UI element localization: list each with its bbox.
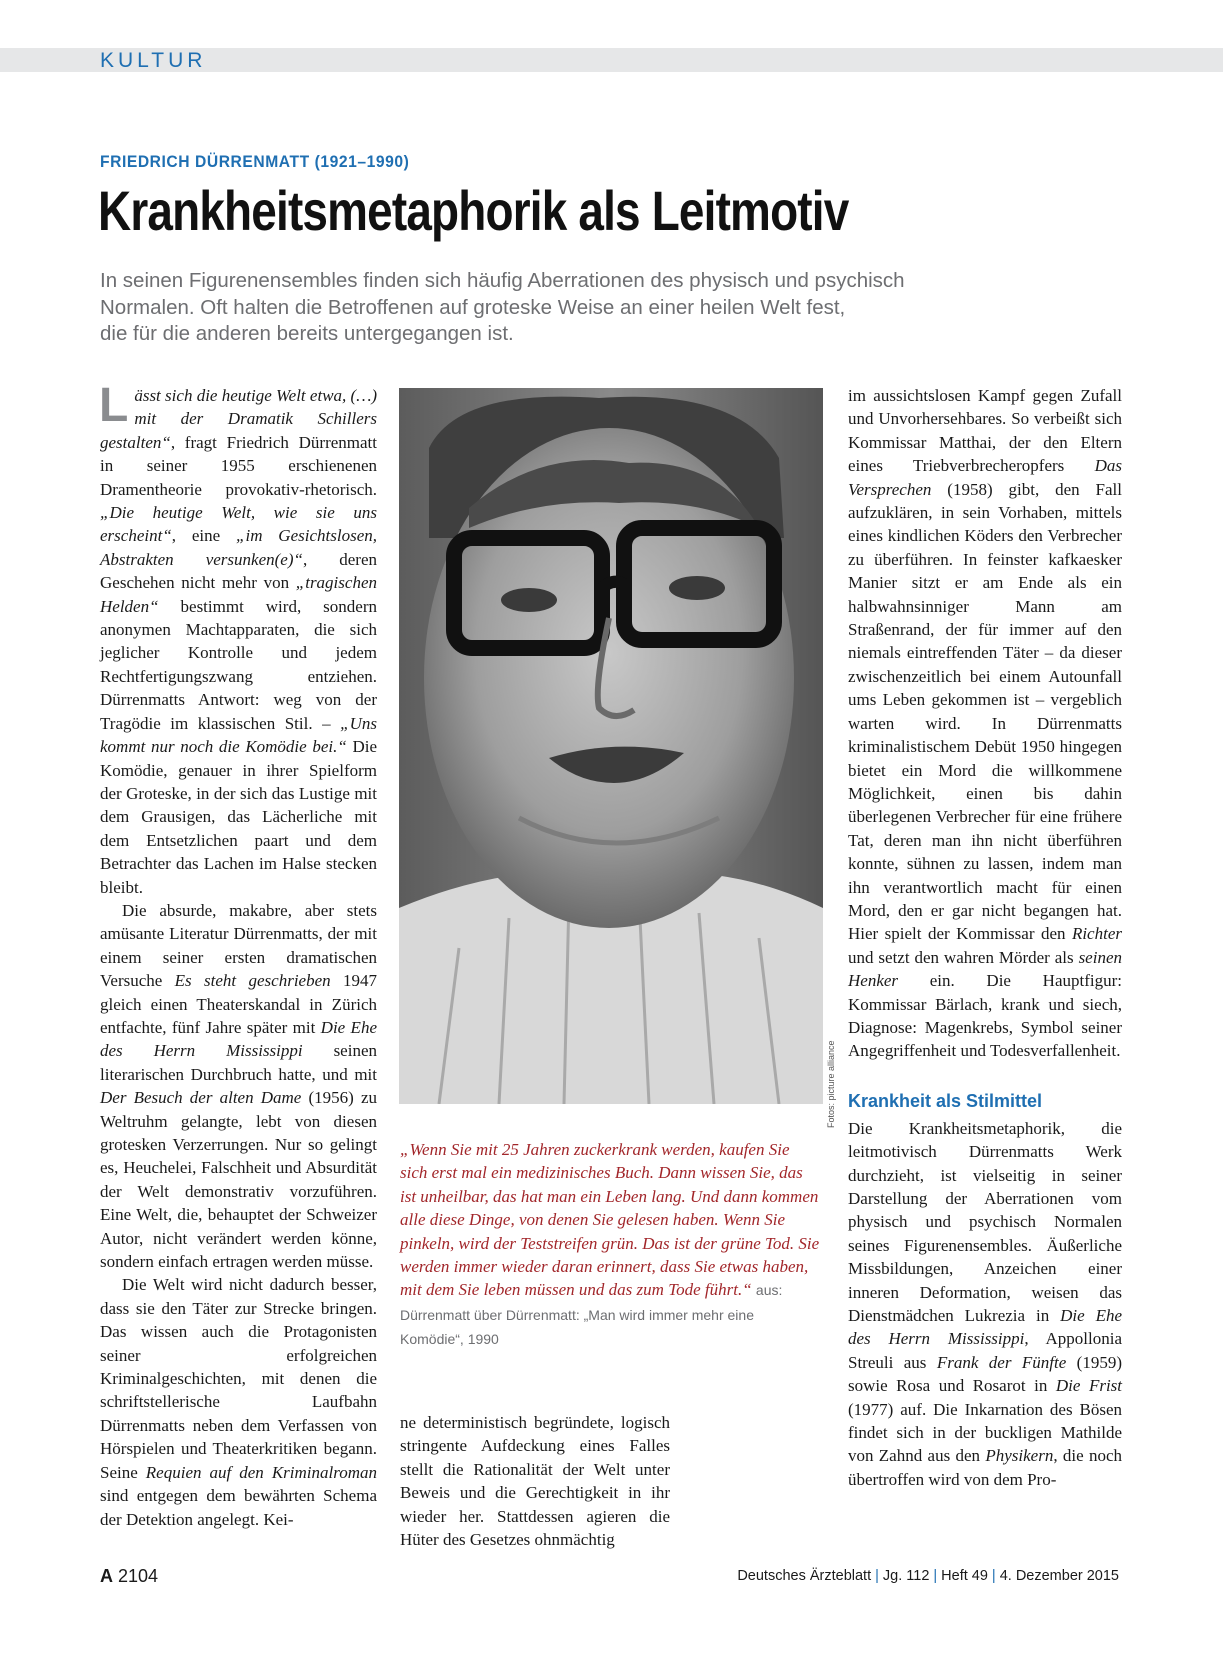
journal-name: Deutsches Ärzteblatt [737, 1568, 872, 1584]
article-lede [100, 268, 1040, 348]
page-number-value: 2104 [118, 1566, 159, 1586]
article-headline: Krankheitsmetaphorik als Leitmotiv [98, 179, 849, 242]
page-prefix: A [100, 1566, 113, 1586]
body-paragraph: ne deterministisch begründete, logisch stringente Aufdeckung eines Falles stellt die Rationalität der Welt unter Beweis und die Gerechtigkeit in ihr wieder her. Stattdessen agieren die Hüter des Gesetzes ohnmächtig [400, 1413, 670, 1550]
body-paragraph: Die absurde, makabre, aber stets amüsante Literatur Dürrenmatts, der mit einem seiner ersten dramatischen Versuche Es steht geschrieben 1947 gleich einen Theaterskandal in Zürich entfachte, fünf Jahre später mit Die Ehe des Herrn Mississippi seinen literarischen Durchbruch hatte, und mit Der Besuch der alten Dame (1956) zu Weltruhm gelangte, lebt von diesen grotesken Verzerrungen. Nur so gelingt es, Heuchelei, Falschheit und Absurdität der Welt demonstrativ vorzuführen. Eine Welt, die, behauptet der Schweizer Autor, nicht verändert werden könne, sondern einfach ertragen werden müsse. [100, 900, 377, 1272]
section-subhead: Krankheit als Stilmittel [848, 1090, 1043, 1111]
body-paragraph: Die Krankheitsmetaphorik, die leitmotivisch Dürrenmatts Werk durchzieht, ist vielseitig in seiner Darstellung der Aberrationen vom physisch und psychisch Normalen seines Figurenensembles. Äußerliche Missbildungen, Anzeichen einer inneren Deformation, weisen das Dienstmädchen Lukrezia in Die Ehe des Herrn Mississippi, Appollonia Streuli aus Frank der Fünfte (1959) sowie Rosa und Rosarot in Die Frist (1977) auf. Die Inkarnation des Bösen findet sich in der buckligen Mathilde von Zahnd aus den Physikern, die noch übertroffen wird von dem Pro- [848, 1118, 1123, 1489]
pull-quote-text: „Wenn Sie mit 25 Jahren zuckerkrank werden, kaufen Sie sich erst mal ein medizinisches Buch. Dann wissen Sie, das ist unheilbar, das hat man ein Leben lang. Und dann kommen alle diese Dinge, von denen Sie gelesen haben. Wenn Sie pinkeln, wird der Teststreifen grün. Das ist der grüne Tod. Sie werden immer wieder daran erinnert, dass Sie etwas haben, mit dem Sie leben müssen und das zum Tode führt.“ [400, 1140, 820, 1300]
body-paragraph: Die Welt wird nicht dadurch besser, dass sie den Täter zur Strecke bringen. Das wissen auch die Protagonisten seiner erfolgreichen Kriminalgeschichten, mit denen die schriftstellerische Laufbahn Dürrenmatts neben dem Verfassen von Hörspielen und Theaterkritiken begann. Seine Requien auf den Kriminalroman sind entgegen dem bewährten Schema der Detektion angelegt. Kei- [100, 1275, 377, 1529]
pull-quote-source: aus: Dürrenmatt über Dürrenmatt: „Man wird immer mehr eine Komödie“, 1990 [400, 1282, 783, 1348]
article-column-left [99, 379, 377, 1531]
body-paragraph: Lässt sich die heutige Welt etwa, (…) mit der Dramatik Schillers gestalten“, fragt Friedrich Dürrenmatt in seiner 1955 erschienenen Dramentheorie provokativ-rhetorisch. „Die heutige Welt, wie sie uns erscheint“, eine „im Gesichtslosen, Abstrakten versunken(e)“, deren Geschehen nicht mehr von „tragischen Helden“ bestimmt wird, sondern anonymen Machtapparaten, die sich jeglicher Kontrolle und jedem Rechtfertigungszwang entziehen. Dürrenmatts Antwort: weg von der Tragödie im klassischen Stil. – „Uns kommt nur noch die Komödie bei.“ Die Komödie, genauer in ihrer Spielform der Groteske, in der sich das Lustige mit dem Grausigen, das Lächerliche mit dem Entsetzlichen paart und dem Betrachter das Lachen im Halse stecken bleibt. [99, 379, 377, 897]
photo-credit: Fotos: picture alliance [826, 1040, 836, 1128]
author-portrait-photo [399, 388, 823, 1104]
journal-date: 4. Dezember 2015 [999, 1568, 1119, 1584]
journal-footer: Deutsches Ärzteblatt | Jg. 112 | Heft 49 | 4. Dezember 2015 [737, 1568, 1119, 1584]
article-kicker: FRIEDRICH DÜRRENMATT (1921–1990) [100, 152, 410, 171]
article-column-middle [400, 1411, 670, 1551]
lede-line: In seinen Figurenensembles finden sich häufig Aberrationen des physisch und psychisch [100, 269, 905, 292]
portrait-illustration [399, 388, 823, 1104]
article-column-right [848, 384, 1122, 1491]
section-label: KULTUR [100, 49, 207, 72]
page-number [100, 1566, 158, 1587]
journal-volume: Jg. 112 [882, 1568, 930, 1584]
journal-issue: Heft 49 [941, 1568, 988, 1584]
lede-line: die für die anderen bereits untergegangen ist. [100, 322, 514, 345]
body-paragraph: im aussichtslosen Kampf gegen Zufall und Unvorhersehbares. So verbeißt sich Kommissar Matthai, der den Eltern eines Triebverbrecheropfers Das Versprechen (1958) gibt, den Fall aufzuklären, in sein Vorhaben, mittels eines kindlichen Köders den Verbrecher zu überführen. In feinster kafkaesker Manier sitzt er am Ende als ein halbwahnsinniger Mann am Straßenrand, der für immer auf den niemals eintreffenden Täter – da dieser zwischenzeitlich bei einem Autounfall ums Leben gekommen ist – vergeblich warten wird. In Dürrenmatts kriminalistischem Debüt 1950 hingegen bietet ein Mord die willkommene Möglichkeit, einen bis dahin überlegenen Verbrecher für eine frühere Tat, deren man ihn nicht überführen konnte, sühnen zu lassen, indem man ihn verantwortlich macht für einen Mord, den er gar nicht begangen hat. Hier spielt der Kommissar den Richter und setzt den wahren Mörder als seinen Henker ein. Die Hauptfigur: Kommissar Bärlach, krank und siech, Diagnose: Magenkrebs, Symbol seiner Angegriffenheit und Todesverfallenheit. [848, 386, 1122, 1061]
drop-cap: L [99, 379, 129, 432]
lede-line: Normalen. Oft halten die Betroffenen auf groteske Weise an einer heilen Welt fest, [100, 295, 846, 319]
pull-quote [400, 1138, 820, 1352]
